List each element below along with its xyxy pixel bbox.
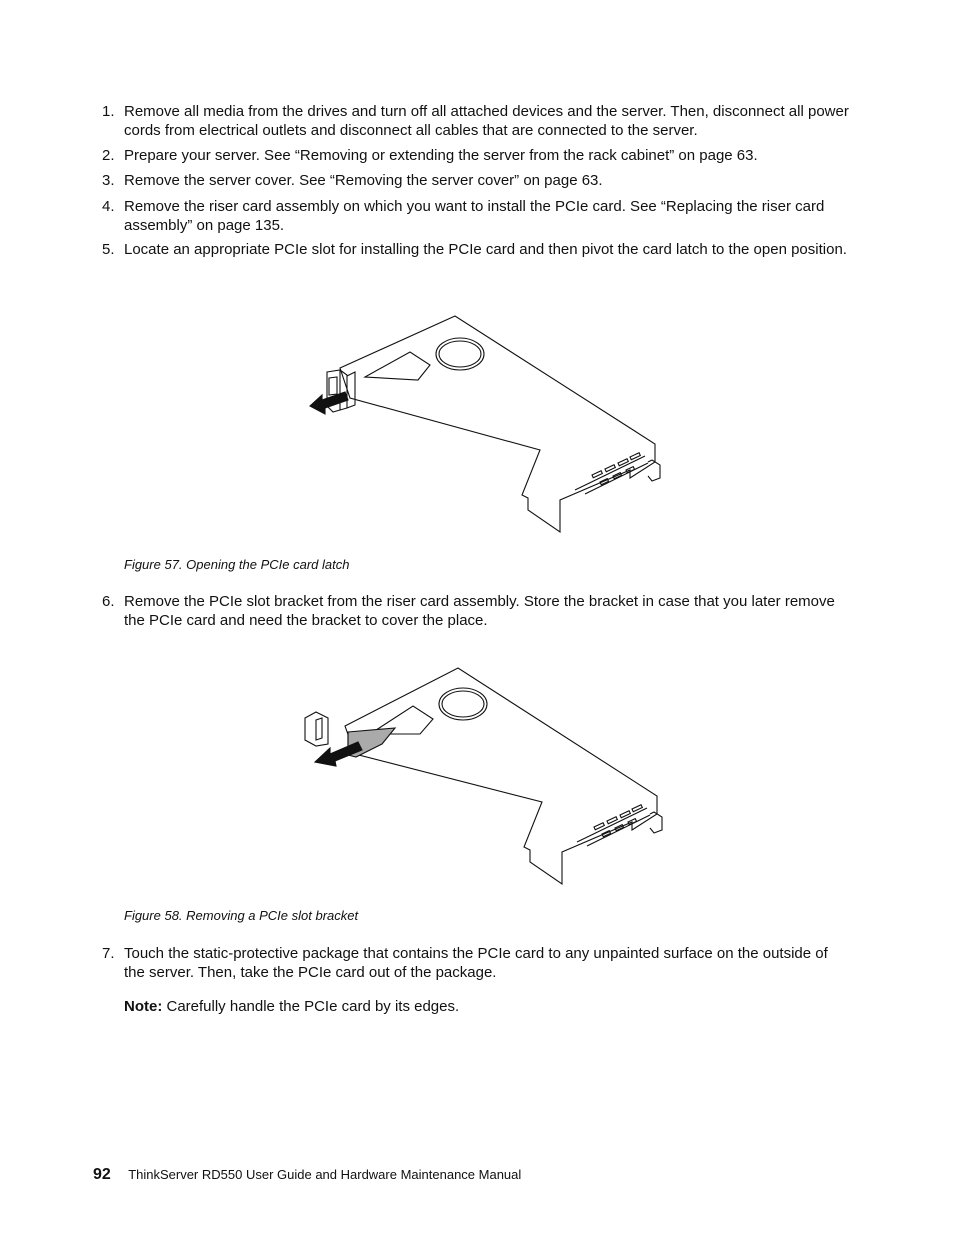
step-text: Remove all media from the drives and turn off all attached devices and the server. Then, disconnect all power cords from electrical outlets and disconnect all cables that are connected to the server.	[124, 103, 849, 139]
step-number: 3.	[102, 172, 115, 189]
page-footer	[93, 1166, 521, 1184]
step-5	[102, 240, 850, 259]
step-text: Prepare your server. See “Removing or extending the server from the rack cabinet” on page 63.	[124, 147, 758, 164]
step-number: 5.	[102, 241, 115, 258]
document-title: ThinkServer RD550 User Guide and Hardware Maintenance Manual	[128, 1167, 522, 1182]
figure-58-caption: Figure 58. Removing a PCIe slot bracket	[124, 908, 359, 923]
figure-58-illustration	[300, 662, 670, 890]
page-number: 92	[93, 1166, 111, 1183]
step-4	[102, 197, 850, 235]
step-text: Remove the riser card assembly on which you want to install the PCIe card. See “Replacing the riser card assembly” on page 135.	[124, 198, 825, 234]
step-number: 6.	[102, 593, 115, 610]
note-text: Carefully handle the PCIe card by its edges.	[166, 998, 460, 1015]
step-2	[102, 146, 850, 165]
step-text: Remove the PCIe slot bracket from the riser card assembly. Store the bracket in case that you later remove the PCIe card and need the bracket to cover the place.	[124, 593, 835, 629]
step-1	[102, 102, 850, 140]
step-number: 2.	[102, 147, 115, 164]
step-3	[102, 171, 850, 190]
step-6	[102, 592, 850, 630]
step-text: Touch the static-protective package that contains the PCIe card to any unpainted surface on the outside of the server. Then, take the PCIe card out of the package.	[124, 945, 828, 981]
step-7	[102, 944, 850, 982]
note	[124, 997, 459, 1016]
step-number: 7.	[102, 945, 115, 962]
step-number: 1.	[102, 103, 115, 120]
figure-57-caption: Figure 57. Opening the PCIe card latch	[124, 557, 350, 572]
step-number: 4.	[102, 198, 115, 215]
step-text: Locate an appropriate PCIe slot for installing the PCIe card and then pivot the card latch to the open position.	[124, 241, 847, 258]
note-label: Note:	[124, 998, 163, 1015]
figure-57-illustration	[300, 310, 670, 538]
step-text: Remove the server cover. See “Removing the server cover” on page 63.	[124, 172, 603, 189]
